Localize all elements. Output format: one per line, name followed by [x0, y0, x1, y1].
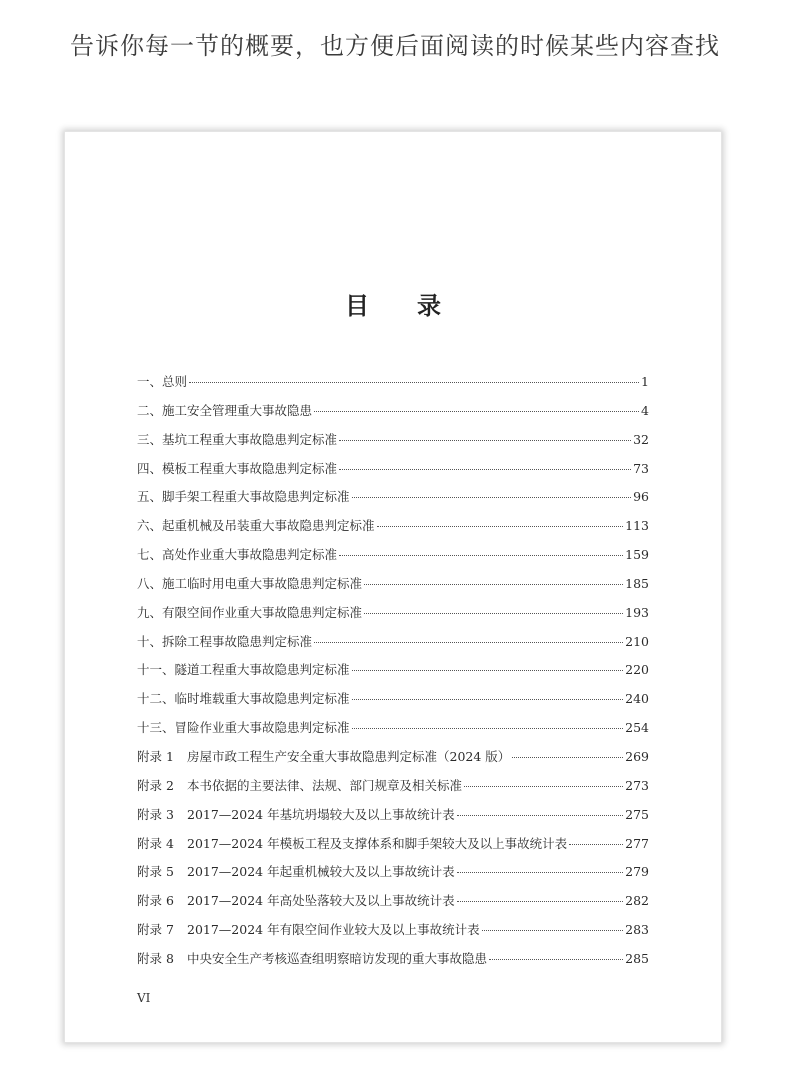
toc-entry-label: 五、脚手架工程重大事故隐患判定标准	[137, 489, 350, 505]
dot-leader	[457, 901, 624, 902]
toc-entry-label: 九、有限空间作业重大事故隐患判定标准	[137, 604, 363, 620]
appendix-title: 本书依据的主要法律、法规、部门规章及相关标准	[187, 777, 463, 793]
appendix-number: 附录 4	[137, 835, 174, 851]
toc-entry-label: 二、施工安全管理重大事故隐患	[137, 402, 313, 418]
appendix-entry-page: 277	[625, 835, 649, 851]
page-folio: VI	[137, 991, 151, 1005]
toc-entry-page: 159	[625, 547, 649, 563]
toc-entry[interactable]	[137, 430, 649, 459]
dot-leader	[352, 670, 624, 671]
dot-leader	[569, 844, 623, 845]
toc-entry-label: 三、基坑工程重大事故隐患判定标准	[137, 431, 338, 447]
table-of-contents	[137, 372, 649, 978]
toc-entry-page: 220	[625, 662, 649, 678]
toc-entry-label: 四、模板工程重大事故隐患判定标准	[137, 460, 338, 476]
toc-entry[interactable]	[137, 689, 649, 718]
appendix-title: 中央安全生产考核巡查组明察暗访发现的重大事故隐患	[187, 950, 488, 966]
toc-entry-page: 32	[633, 431, 649, 447]
appendix-number: 附录 1	[137, 748, 174, 764]
dot-leader	[364, 584, 623, 585]
toc-entry[interactable]	[137, 401, 649, 430]
appendix-number: 附录 2	[137, 777, 174, 793]
appendix-entry-label	[137, 862, 455, 880]
dot-leader	[457, 815, 624, 816]
appendix-entry-page: 275	[625, 806, 649, 822]
dot-leader	[457, 872, 624, 873]
appendix-entry-label	[137, 805, 455, 823]
toc-entry-label: 七、高处作业重大事故隐患判定标准	[137, 547, 338, 563]
toc-entry-page: 1	[641, 374, 649, 389]
toc-entry-label: 十三、冒险作业重大事故隐患判定标准	[137, 720, 350, 736]
toc-entry-page: 4	[641, 402, 649, 418]
appendix-title: 2017—2024 年高处坠落较大及以上事故统计表	[187, 893, 455, 909]
toc-entry-page: 113	[625, 518, 649, 534]
toc-entry[interactable]	[137, 718, 649, 747]
appendix-entry[interactable]	[137, 776, 649, 805]
toc-title-char-1: 目	[345, 291, 369, 320]
toc-entry-page: 96	[633, 489, 649, 505]
toc-entry[interactable]	[137, 660, 649, 689]
toc-entry[interactable]	[137, 574, 649, 603]
toc-entry-label: 十、拆除工程事故隐患判定标准	[137, 633, 313, 649]
toc-entry-label: 十一、隧道工程重大事故隐患判定标准	[137, 662, 350, 678]
dot-leader	[352, 699, 624, 700]
dot-leader	[364, 613, 623, 614]
appendix-number: 附录 8	[137, 950, 174, 966]
toc-entry-page: 254	[625, 720, 649, 736]
toc-entry-page: 193	[625, 604, 649, 620]
toc-entry[interactable]	[137, 372, 649, 401]
dot-leader	[189, 382, 639, 383]
dot-leader	[314, 411, 639, 412]
dot-leader	[339, 440, 631, 441]
appendix-entry[interactable]	[137, 949, 649, 978]
toc-entry[interactable]	[137, 545, 649, 574]
toc-entry[interactable]	[137, 487, 649, 516]
appendix-entry-label	[137, 891, 455, 909]
appendix-entry-page: 282	[625, 893, 649, 909]
dot-leader	[352, 497, 632, 498]
caption-text: 告诉你每一节的概要，也方便后面阅读的时候某些内容查找	[70, 32, 720, 60]
toc-entry-label: 一、总则	[137, 374, 188, 389]
dot-leader	[339, 555, 623, 556]
dot-leader	[377, 526, 624, 527]
toc-entry-page: 73	[633, 460, 649, 476]
appendix-entry[interactable]	[137, 805, 649, 834]
appendix-entry[interactable]	[137, 747, 649, 776]
toc-entry-page: 240	[625, 691, 649, 707]
appendix-title: 2017—2024 年模板工程及支撑体系和脚手架较大及以上事故统计表	[187, 835, 568, 851]
appendix-entry-label	[137, 949, 487, 967]
appendix-entry-page: 285	[625, 950, 649, 966]
appendix-title: 2017—2024 年基坑坍塌较大及以上事故统计表	[187, 806, 455, 822]
toc-entry-label: 十二、临时堆载重大事故隐患判定标准	[137, 691, 350, 707]
toc-entry[interactable]	[137, 516, 649, 545]
appendix-title: 2017—2024 年有限空间作业较大及以上事故统计表	[187, 922, 480, 938]
appendix-title: 房屋市政工程生产安全重大事故隐患判定标准（2024 版）	[187, 748, 511, 764]
appendix-entry-label	[137, 920, 480, 938]
appendix-number: 附录 7	[137, 922, 174, 938]
toc-entry-page: 185	[625, 575, 649, 591]
appendix-entry-page: 279	[625, 864, 649, 880]
document-page	[64, 131, 722, 1043]
toc-entry-label: 六、起重机械及吊装重大事故隐患判定标准	[137, 518, 375, 534]
toc-title-char-2: 录	[417, 291, 441, 320]
dot-leader	[339, 469, 631, 470]
dot-leader	[314, 642, 623, 643]
toc-entry[interactable]	[137, 632, 649, 661]
appendix-entry-label	[137, 747, 510, 765]
appendix-entry[interactable]	[137, 834, 649, 863]
dot-leader	[352, 728, 624, 729]
appendix-number: 附录 3	[137, 806, 174, 822]
dot-leader	[464, 786, 623, 787]
toc-entry[interactable]	[137, 459, 649, 488]
appendix-number: 附录 5	[137, 864, 174, 880]
appendix-entry-label	[137, 776, 462, 794]
dot-leader	[489, 959, 623, 960]
dot-leader	[482, 930, 624, 931]
toc-entry[interactable]	[137, 603, 649, 632]
appendix-entry-page: 269	[625, 748, 649, 764]
dot-leader	[512, 757, 623, 758]
toc-title	[65, 286, 721, 321]
appendix-entry[interactable]	[137, 862, 649, 891]
appendix-title: 2017—2024 年起重机械较大及以上事故统计表	[187, 864, 455, 880]
appendix-entry-label	[137, 834, 567, 852]
appendix-entry-page: 273	[625, 777, 649, 793]
appendix-entry-page: 283	[625, 922, 649, 938]
toc-entry-page: 210	[625, 633, 649, 649]
toc-entry-label: 八、施工临时用电重大事故隐患判定标准	[137, 575, 363, 591]
appendix-number: 附录 6	[137, 893, 174, 909]
appendix-entry[interactable]	[137, 891, 649, 920]
appendix-entry[interactable]	[137, 920, 649, 949]
